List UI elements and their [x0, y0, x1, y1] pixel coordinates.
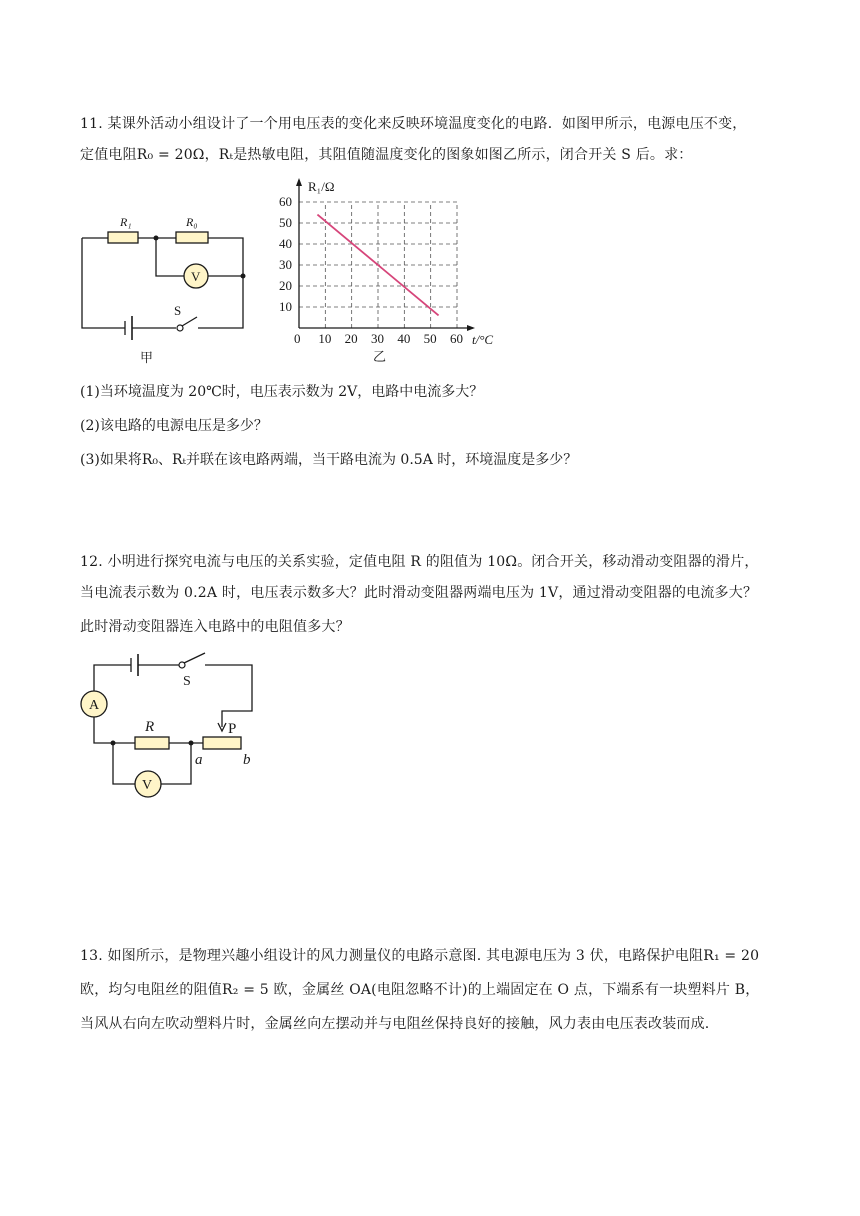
q11-line-1: 11. 某课外活动小组设计了一个用电压表的变化来反映环境温度变化的电路．如图甲所示，电源电压不变， — [80, 116, 747, 132]
x-tick-label: 60 — [450, 331, 463, 346]
figure-caption-jia: 甲 — [140, 350, 154, 365]
chart-axes — [296, 178, 475, 331]
r-label: R — [145, 719, 155, 735]
resistor-r — [135, 737, 169, 749]
q12-line-2: 当电流表示数为 0.2A 时，电压表示数多大？此时滑动变阻器两端电压为 1V，通过滑动变阻器的电流多大？ — [80, 585, 758, 601]
voltmeter-label-q12: V — [142, 778, 153, 793]
resistor-r1 — [108, 232, 138, 243]
y-tick-label: 50 — [279, 215, 292, 230]
q13-line-3: 当风从右向左吹动塑料片时，金属丝向左摆动并与电阻丝保持良好的接触，风力表由电压表改装而成. — [80, 1016, 710, 1032]
x-tick-label: 10 — [318, 331, 332, 346]
chart-ticks — [279, 194, 463, 346]
p-label: P — [228, 721, 237, 737]
figure-caption-yi: 乙 — [373, 349, 387, 364]
y-tick-label: 40 — [279, 236, 292, 251]
ammeter-label: A — [89, 698, 100, 713]
y-tick-label: 20 — [279, 278, 292, 293]
switch-label: S — [174, 303, 182, 318]
q11-sub-1: (1)当环境温度为 20℃时，电压表示数为 2V，电路中电流多大？ — [80, 384, 484, 400]
rheostat — [203, 737, 241, 749]
b-label: b — [243, 752, 251, 768]
x-tick-label: 20 — [344, 331, 358, 346]
chart-x-axis-label: t/°C — [472, 332, 494, 347]
y-axis-arrow — [296, 178, 302, 186]
q11-sub-2: (2)该电路的电源电压是多少？ — [80, 418, 268, 434]
y-tick-label: 30 — [279, 257, 292, 272]
circuit-q12 — [75, 645, 275, 795]
a-label: a — [195, 752, 203, 768]
q12-line-1: 12. 小明进行探究电流与电压的关系实验，定值电阻 R 的阻值为 10Ω。闭合开关，移动滑动变阻器的滑片， — [80, 554, 759, 570]
q13-line-2: 欧，均匀电阻丝的阻值R₂ = 5 欧，金属丝 OA(电阻忽略不计)的上端固定在 O 点，下端系有一块塑料片 B， — [80, 982, 760, 998]
x-axis-arrow — [467, 325, 475, 331]
y-tick-label: 60 — [279, 194, 292, 209]
r0-label: R₀ — [186, 215, 198, 229]
q11-sub-3: (3)如果将R₀、Rₜ并联在该电路两端，当干路电流为 0.5A 时，环境温度是多少？ — [80, 452, 578, 468]
q13-line-1: 13. 如图所示，是物理兴趣小组设计的风力测量仪的电路示意图. 其电源电压为 3 伏，电路保护电阻R₁ = 20 — [80, 948, 760, 964]
voltmeter-label: V — [191, 269, 201, 284]
switch-label-q12: S — [183, 674, 191, 689]
chart-y-axis-label: R₁/Ω — [308, 179, 335, 194]
circuit-jia — [70, 200, 260, 370]
chart-origin-label: 0 — [294, 331, 301, 346]
chart-resistance-temperature — [280, 175, 510, 365]
x-tick-label: 50 — [423, 331, 437, 346]
resistor-r0 — [176, 232, 208, 243]
q11-line-2: 定值电阻R₀ = 20Ω，Rₜ是热敏电阻，其阻值随温度变化的图象如图乙所示，闭合开关 S 后。求： — [80, 147, 693, 163]
y-tick-label: 10 — [279, 299, 292, 314]
x-tick-label: 40 — [397, 331, 411, 346]
x-tick-label: 30 — [371, 331, 384, 346]
q12-line-3: 此时滑动变阻器连入电路中的电阻值多大？ — [80, 619, 350, 635]
r1-label: R₁ — [120, 215, 132, 229]
